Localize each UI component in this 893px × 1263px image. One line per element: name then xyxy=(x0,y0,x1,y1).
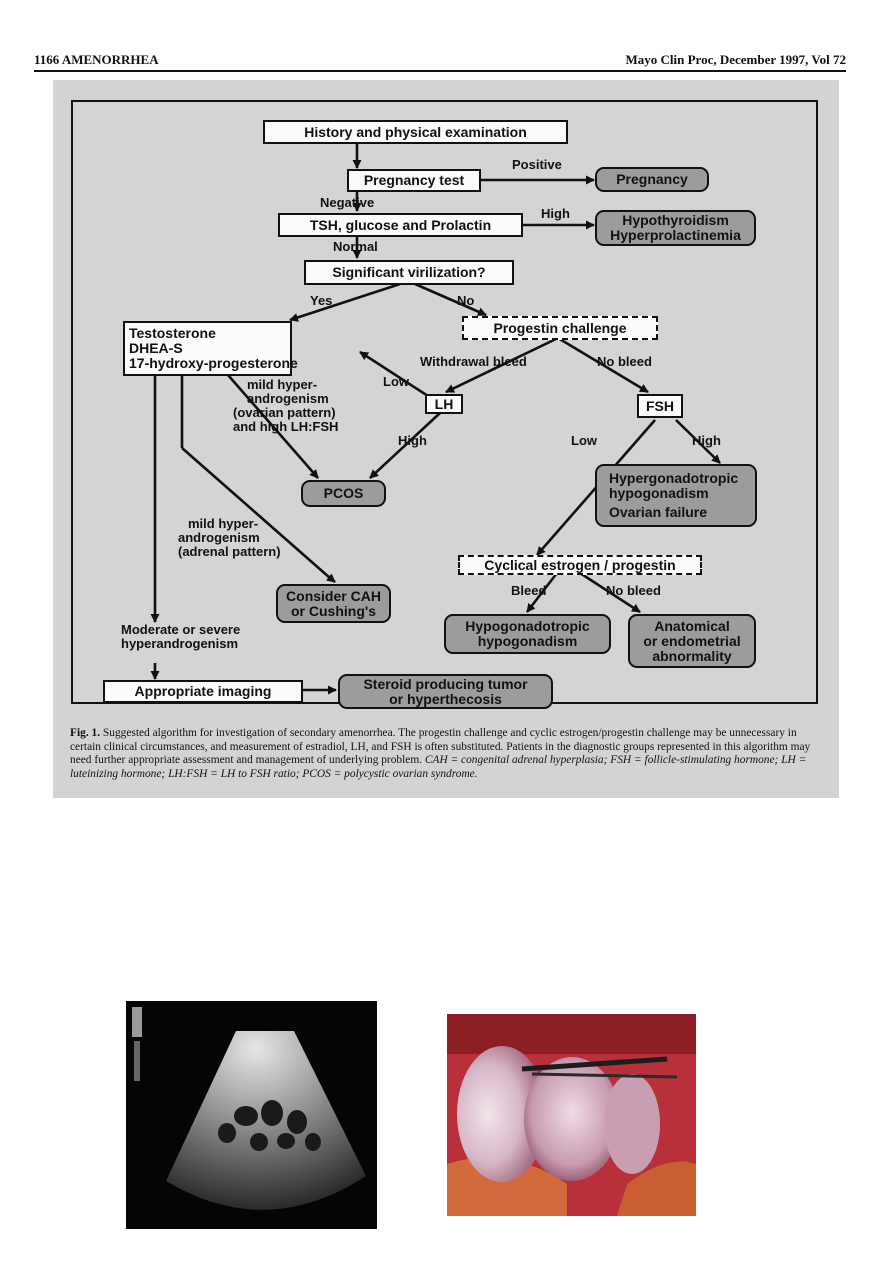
steroid-box xyxy=(338,674,553,709)
steroid-text-2: or hyperthecosis xyxy=(389,690,502,707)
ovarian-line-2: androgenism xyxy=(247,391,329,406)
hyperprolactinemia-text: Hyperprolactinemia xyxy=(610,227,741,243)
caption-text: Suggested algorithm for investigation of secondary amenorrhea. The progestin challenge and cyclic estrogen/progestin challenge may be unnecessary in certain clinical circumstances, and measurement of estradiol, LH, and FSH is often substituted. Patients in the diagnostic groups represented in this algorithm may need further appropriate assessment and management of underlying problem. xyxy=(70,727,811,767)
testosterone-text: Testosterone xyxy=(129,325,216,341)
moderate-label xyxy=(121,623,240,651)
anatomical-text-2: or endometrial xyxy=(643,632,741,649)
low-label-2: Low xyxy=(571,433,597,448)
low-label-1: Low xyxy=(383,374,409,389)
adrenal-pattern-label xyxy=(178,517,281,559)
hypogonadism-text-2: hypogonadism xyxy=(477,633,578,649)
negative-label: Negative xyxy=(320,195,375,210)
cah-box xyxy=(276,584,391,623)
hypogonadotropic-text: Hypogonadotropic xyxy=(465,618,590,634)
moderate-line-2: hyperandrogenism xyxy=(121,636,239,651)
no-bleed-label-1: No bleed xyxy=(597,354,652,369)
cyclical-box: Cyclical estrogen / progestin xyxy=(458,555,702,575)
dheas-text: DHEA-S xyxy=(129,340,183,356)
cah-text-2: or Cushing's xyxy=(291,602,376,619)
ovarian-line-1: mild hyper- xyxy=(247,377,318,392)
lh-box: LH xyxy=(425,394,463,414)
testosterone-box xyxy=(123,321,298,376)
yes-label: Yes xyxy=(310,293,333,308)
history-box: History and physical examination xyxy=(263,120,568,144)
hypogonadism-text-1: hypogonadism xyxy=(609,485,709,501)
pregnancy-text: Pregnancy xyxy=(616,171,688,187)
steroid-text-1: Steroid producing tumor xyxy=(363,675,528,692)
adrenal-line-1: mild hyper- xyxy=(188,516,259,531)
pcos-text: PCOS xyxy=(323,485,364,501)
figure-caption xyxy=(70,727,830,781)
ovarian-pattern-label xyxy=(233,378,338,434)
moderate-line-1: Moderate or severe xyxy=(121,622,241,637)
ultrasound-graphic xyxy=(126,1001,377,1229)
cah-text-1: Consider CAH xyxy=(286,587,381,604)
pcos-box xyxy=(301,480,386,507)
ovarian-line-3: (ovarian pattern) xyxy=(233,405,336,420)
no-bleed-label-2: No bleed xyxy=(606,583,661,598)
ultrasound-image xyxy=(126,1001,377,1229)
adrenal-line-3: (adrenal pattern) xyxy=(178,544,281,559)
high-label-3: High xyxy=(692,433,721,448)
adrenal-line-2: androgenism xyxy=(178,530,260,545)
anatomical-box xyxy=(628,614,756,668)
high-label-2: High xyxy=(398,433,427,448)
caption-abbreviations: CAH = congenital adrenal hyperplasia; FSH = follicle-stimulating hormone; LH = luteinizing hormone; LH:FSH = LH to FSH ratio; PCOS = polycystic ovarian syndrome. xyxy=(70,754,807,780)
page-header-left: 1166 AMENORRHEA xyxy=(34,52,159,67)
hypogonadotropic-box xyxy=(444,614,611,654)
ovarian-line-4: and high LH:FSH xyxy=(233,419,339,434)
hypothyroidism-box xyxy=(595,210,756,246)
anatomical-text-3: abnormality xyxy=(652,647,732,664)
ovarian-failure-text: Ovarian failure xyxy=(609,504,708,520)
caption-fig-label: Fig. 1. xyxy=(70,727,101,739)
laparoscopy-image xyxy=(447,1014,696,1216)
bleed-label: Bleed xyxy=(511,583,547,598)
imaging-box: Appropriate imaging xyxy=(103,680,303,703)
hypergonadotropic-text: Hypergonadotropic xyxy=(609,470,739,486)
hydroxy-text: 17-hydroxy-progesterone xyxy=(129,355,298,371)
pregnancy-test-box: Pregnancy test xyxy=(347,169,481,192)
tsh-box: TSH, glucose and Prolactin xyxy=(278,213,523,237)
pregnancy-box xyxy=(595,167,709,192)
withdrawal-label: Withdrawal bleed xyxy=(420,354,527,369)
progestin-box: Progestin challenge xyxy=(462,316,658,340)
fsh-box: FSH xyxy=(637,394,683,418)
anatomical-text-1: Anatomical xyxy=(654,617,730,634)
no-label: No xyxy=(457,293,475,308)
hypothyroidism-text: Hypothyroidism xyxy=(622,212,729,228)
hypergonadotropic-box xyxy=(595,464,757,527)
virilization-box: Significant virilization? xyxy=(304,260,514,285)
laparoscopy-graphic xyxy=(447,1014,696,1216)
normal-label: Normal xyxy=(333,239,378,254)
page-header-right: Mayo Clin Proc, December 1997, Vol 72 xyxy=(625,52,846,67)
positive-label: Positive xyxy=(512,157,562,172)
high-label-1: High xyxy=(541,206,570,221)
